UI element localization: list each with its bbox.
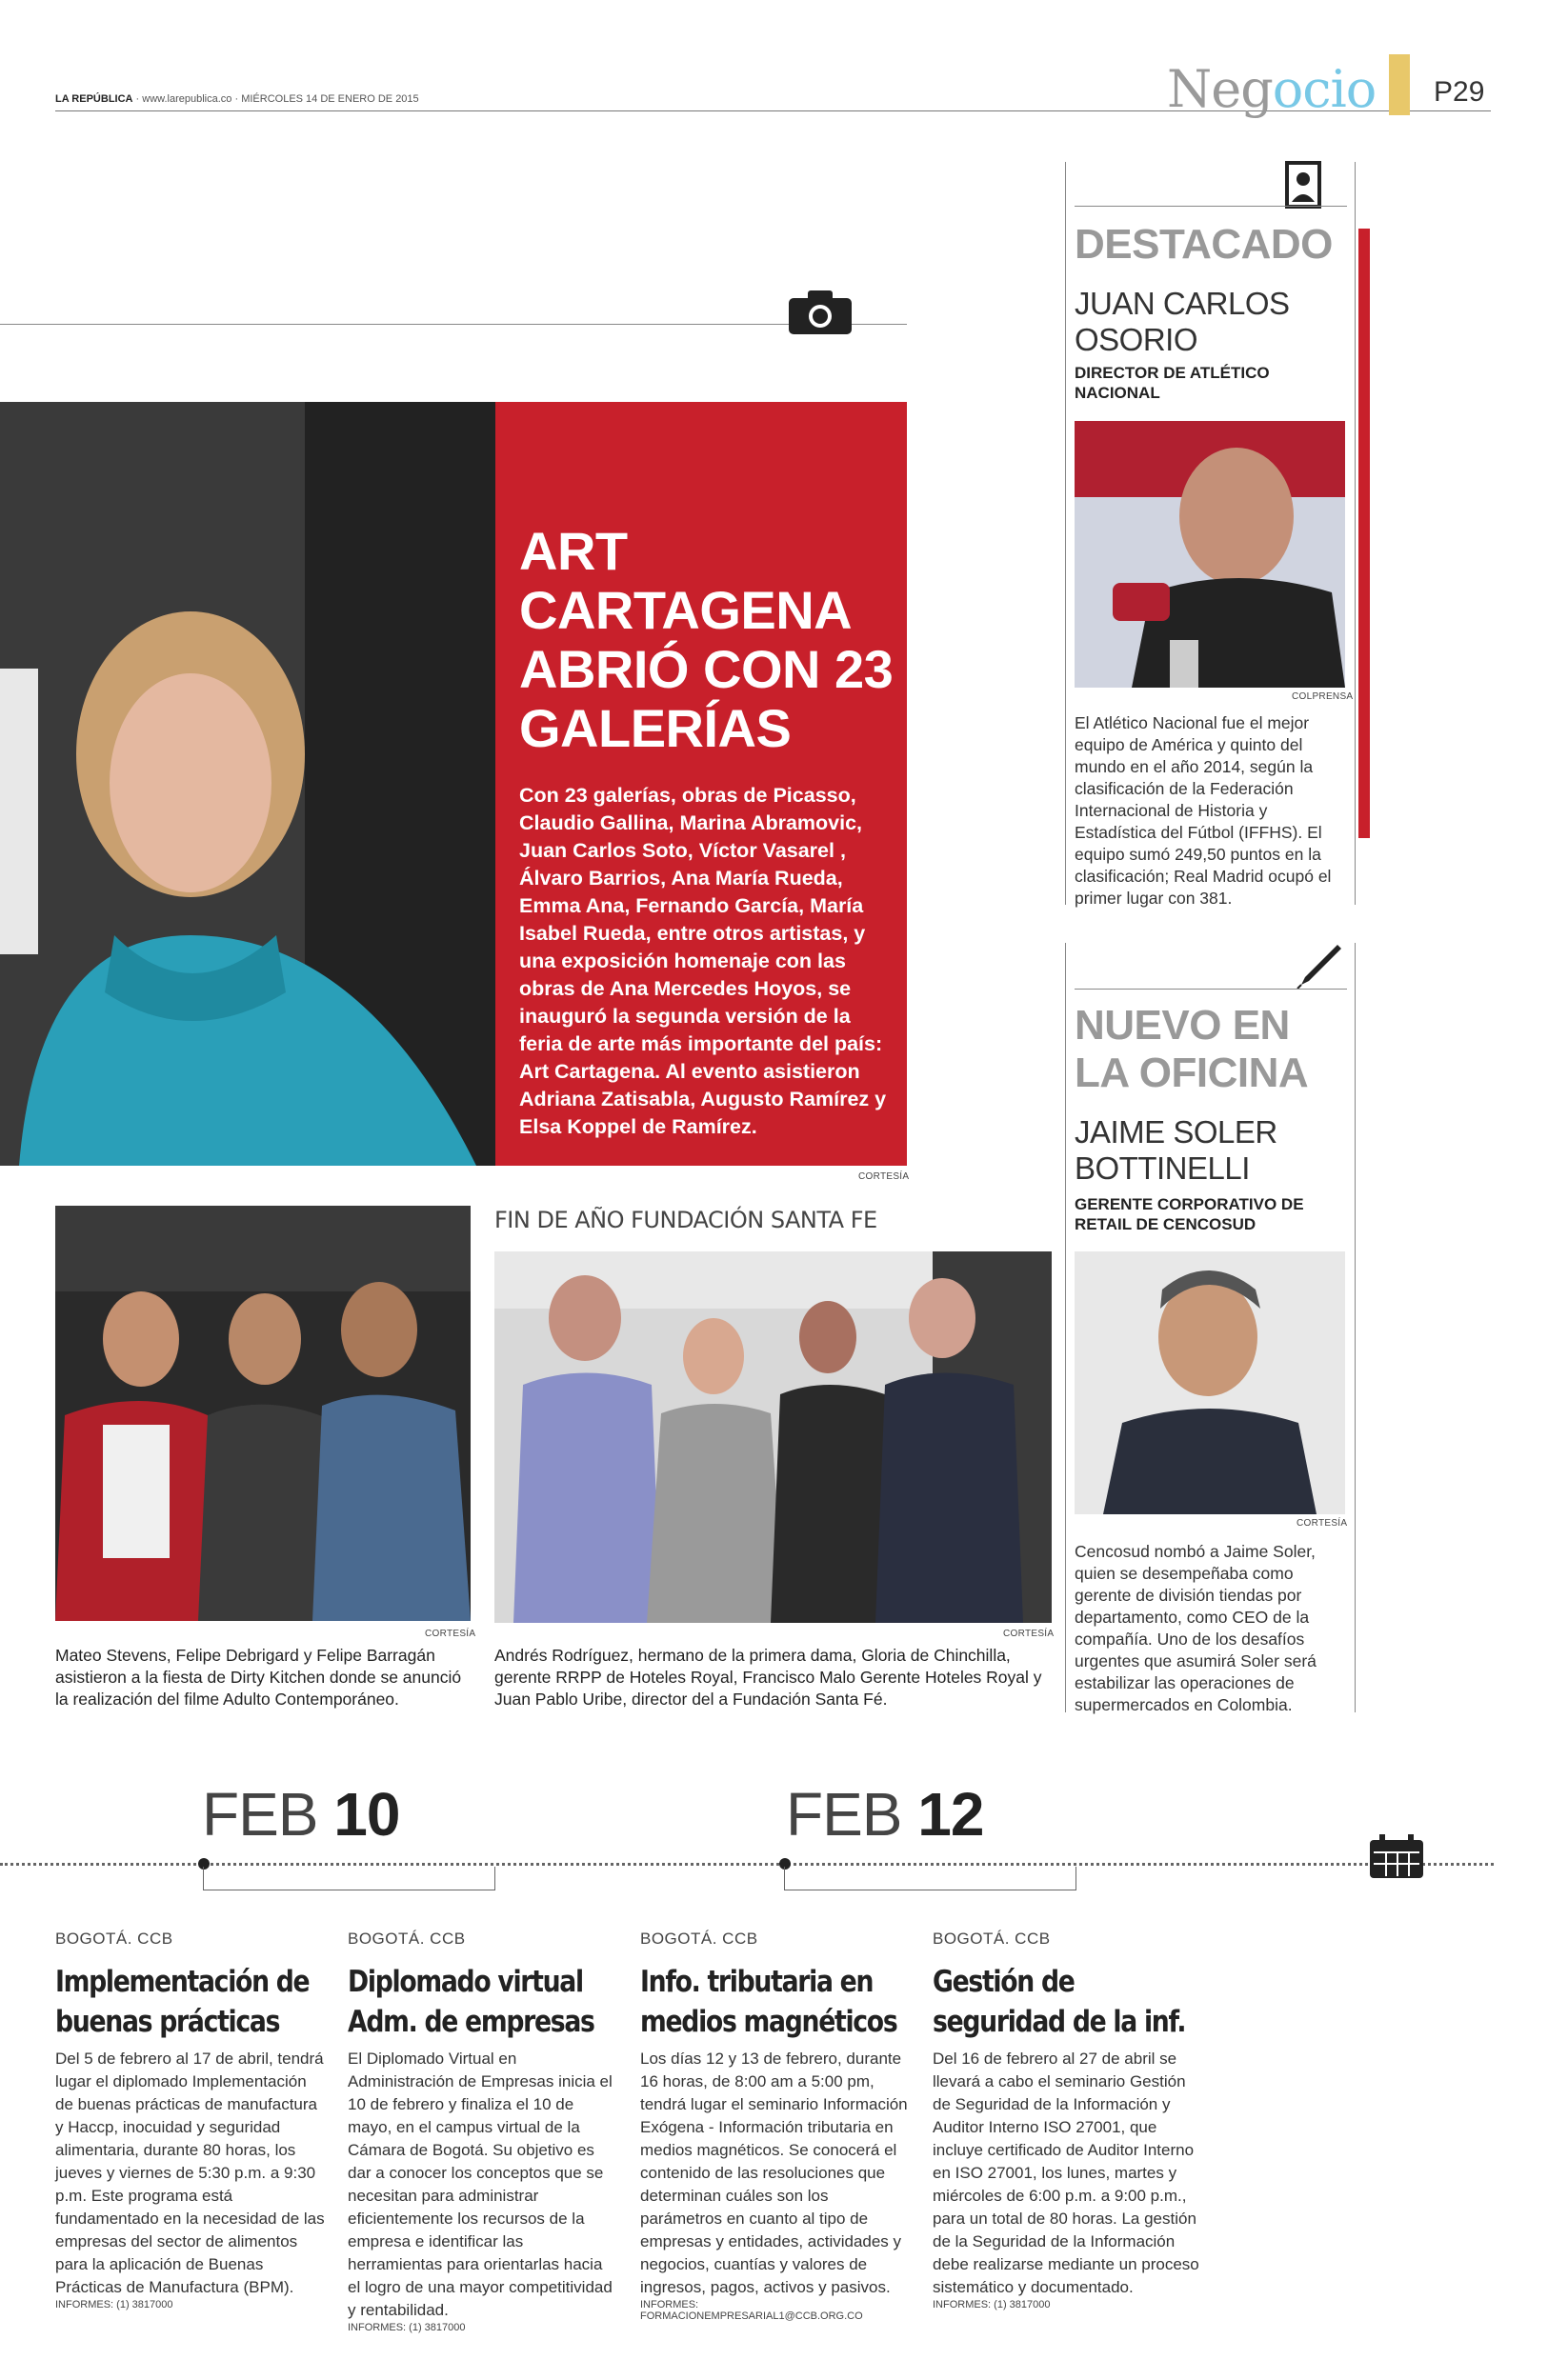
feature-credit: CORTESÍA <box>858 1171 910 1182</box>
issue-date: MIÉRCOLES 14 DE ENERO DE 2015 <box>241 93 419 105</box>
feature-rule <box>0 324 907 325</box>
site-url: www.larepublica.co <box>142 93 232 105</box>
event-1-info: INFORMES: (1) 3817000 <box>55 2299 173 2310</box>
nuevo-credit: CORTESÍA <box>1297 1518 1348 1529</box>
nuevo-text: Cencosud nombó a Jaime Soler, quien se desempeñaba como gerente de división tiendas por departamento, como CEO de la compañía. Uno de los desafíos urgentes que asumirá Soler será estabilizar las operaciones de supermercados en Colombia. <box>1075 1542 1317 1714</box>
sidebar2-rule-left <box>1065 943 1066 1712</box>
sidebar-accent-bar <box>1358 229 1370 838</box>
event-4-city: BOGOTÁ. CCB <box>933 1930 1051 1948</box>
event-2 <box>348 1930 619 2333</box>
event-1 <box>55 1930 327 2310</box>
destacado-credit: COLPRENSA <box>1292 691 1354 702</box>
section-name: Negocio <box>1167 59 1377 119</box>
sidebar2-rule-right <box>1355 943 1356 1712</box>
event-1-city: BOGOTÁ. CCB <box>55 1930 173 1948</box>
event-1-title-line1: Implementación de <box>55 1965 310 1999</box>
sidebar2-hr <box>1075 989 1347 990</box>
event-3 <box>640 1930 912 2322</box>
group-photo <box>494 1251 1052 1623</box>
event-3-title-line1: Info. tributaria en <box>640 1965 874 1999</box>
sidebar-rule-left <box>1065 162 1066 905</box>
destacado-heading: DESTACADO <box>1075 221 1333 268</box>
calendar-icon <box>1368 1832 1425 1885</box>
event-3-city: BOGOTÁ. CCB <box>640 1930 758 1948</box>
event-3-info: INFORMES: FORMACIONEMPRESARIAL1@CCB.ORG.CO <box>640 2299 863 2322</box>
destacado-text: El Atlético Nacional fue el mejor equipo de América y quinto del mundo en el año 2014, según la clasificación de la Federación Internacional de Historia y Estadística del Fútbol (IFFHS). El equipo sumó 249,50 puntos en la clasificación; Real Madrid ocupó el primer lugar con 381. <box>1075 713 1332 908</box>
party-photo-caption: Mateo Stevens, Felipe Debrigard y Felipe Barragán asistieron a la fiesta de Dirty Kitchen donde se anunció la realización del filme Adulto Contemporáneo. <box>55 1646 462 1709</box>
event-2-title-line1: Diplomado virtual <box>348 1965 583 1999</box>
timeline-bracket-1 <box>203 1867 495 1890</box>
event-photo-title: FIN DE AÑO FUNDACIÓN SANTA FE <box>494 1207 877 1233</box>
date-feb-12: FEB 12 <box>786 1780 984 1849</box>
event-2-body: El Diplomado Virtual en Administración de Empresas inicia el 10 de febrero y finaliza el 10 de mayo, en el campus virtual de la Cámara de Bogotá. Su objetivo es dar a conocer los conceptos que se necesitan para administrar eficientemente los recursos de la empresa e identificar las herramientas para orientarlas hacia el logro de una mayor competitividad y rentabilidad. <box>348 2050 613 2319</box>
destacado-name: JUAN CARLOS OSORIO <box>1075 286 1290 357</box>
feature-title: ART CARTAGENA ABRIÓ CON 23 GALERÍAS <box>519 521 894 758</box>
event-4-body: Del 16 de febrero al 27 de abril se llevará a cabo el seminario Gestión de Seguridad de la Información y Auditor Interno ISO 27001, que incluye certificado de Auditor Interno en ISO 27001, los lunes, martes y miércoles de 6:00 p.m. a 9:00 p.m., para un total de 80 horas. La gestión de la Seguridad de la Información debe realizarse mediante un proceso sistemático y documentado. <box>933 2050 1199 2296</box>
sidebar-hr <box>1075 206 1347 207</box>
party-photo-credit: CORTESÍA <box>425 1629 476 1639</box>
date-feb-10: FEB 10 <box>202 1780 400 1849</box>
section-color-bar <box>1389 54 1410 115</box>
page-number: P29 <box>1434 76 1485 108</box>
event-2-title-line2: Adm. de empresas <box>348 2005 594 2039</box>
event-4-title-line1: Gestión de <box>933 1965 1075 1999</box>
event-1-body: Del 5 de febrero al 17 de abril, tendrá lugar el diplomado Implementación de buenas prácticas de manufactura y Haccp, inocuidad y seguridad alimentaria, durante 80 horas, los jueves y viernes de 5:30 p.m. a 9:30 p.m. Este programa está fundamentado en la necesidad de las empresas del sector de alimentos para la aplicación de Buenas Prácticas de Manufactura (BPM). <box>55 2050 325 2296</box>
paper-name: LA REPÚBLICA <box>55 93 133 105</box>
masthead-line: LA REPÚBLICA · www.larepublica.co · MIÉRCOLES 14 DE ENERO DE 2015 <box>55 93 419 105</box>
group-photo-credit: CORTESÍA <box>1003 1629 1055 1639</box>
timeline-bracket-2 <box>784 1867 1076 1890</box>
destacado-role: DIRECTOR DE ATLÉTICO NACIONAL <box>1075 364 1270 402</box>
party-photo <box>55 1206 471 1621</box>
event-1-title-line2: buenas prácticas <box>55 2005 280 2039</box>
event-4-title-line2: seguridad de la inf. <box>933 2005 1186 2039</box>
sidebar-rule-right <box>1355 162 1356 905</box>
feature-photo <box>0 402 495 1166</box>
nuevo-photo <box>1075 1251 1345 1514</box>
agenda-timeline <box>0 1863 1494 1866</box>
destacado-photo <box>1075 421 1345 688</box>
feature-text: Con 23 galerías, obras de Picasso, Claudio Gallina, Marina Abramovic, Juan Carlos Soto, Víctor Vasarel , Álvaro Barrios, Ana María Rueda, Emma Ana, Fernando García, María Isabel Rueda, entre otros artistas, y una exposición homenaje con las obras de Ana Mercedes Hoyos, se inauguró la segunda versión de la feria de arte más importante del país: Art Cartagena. Al evento asistieron Adriana Zatisabla, Augusto Ramírez y Elsa Koppel de Ramírez. <box>519 784 887 1138</box>
nuevo-role: GERENTE CORPORATIVO DE RETAIL DE CENCOSUD <box>1075 1195 1304 1233</box>
event-2-info: INFORMES: (1) 3817000 <box>348 2322 466 2333</box>
group-photo-caption: Andrés Rodríguez, hermano de la primera dama, Gloria de Chinchilla, gerente RRPP de Hoteles Royal, Francisco Malo Gerente Hoteles Royal y Juan Pablo Uribe, director del a Fundación Santa Fé. <box>494 1646 1042 1709</box>
pen-icon <box>1296 941 1345 995</box>
nuevo-name: JAIME SOLER BOTTINELLI <box>1075 1114 1277 1186</box>
event-4-info: INFORMES: (1) 3817000 <box>933 2299 1051 2310</box>
event-3-body: Los días 12 y 13 de febrero, durante 16 horas, de 8:00 am a 5:00 pm, tendrá lugar el seminario Información Exógena - Información tributaria en medios magnéticos. Se conocerá el contenido de las resoluciones que determinan cuáles son los parámetros en cuanto al tipo de empresas y entidades, actividades y negocios, cuantías y valores de ingresos, pagos, activos y pasivos. <box>640 2050 908 2296</box>
event-4 <box>933 1930 1204 2310</box>
nuevo-heading: NUEVO EN LA OFICINA <box>1075 1002 1309 1096</box>
camera-icon <box>787 289 854 341</box>
event-2-city: BOGOTÁ. CCB <box>348 1930 466 1948</box>
event-3-title-line2: medios magnéticos <box>640 2005 897 2039</box>
